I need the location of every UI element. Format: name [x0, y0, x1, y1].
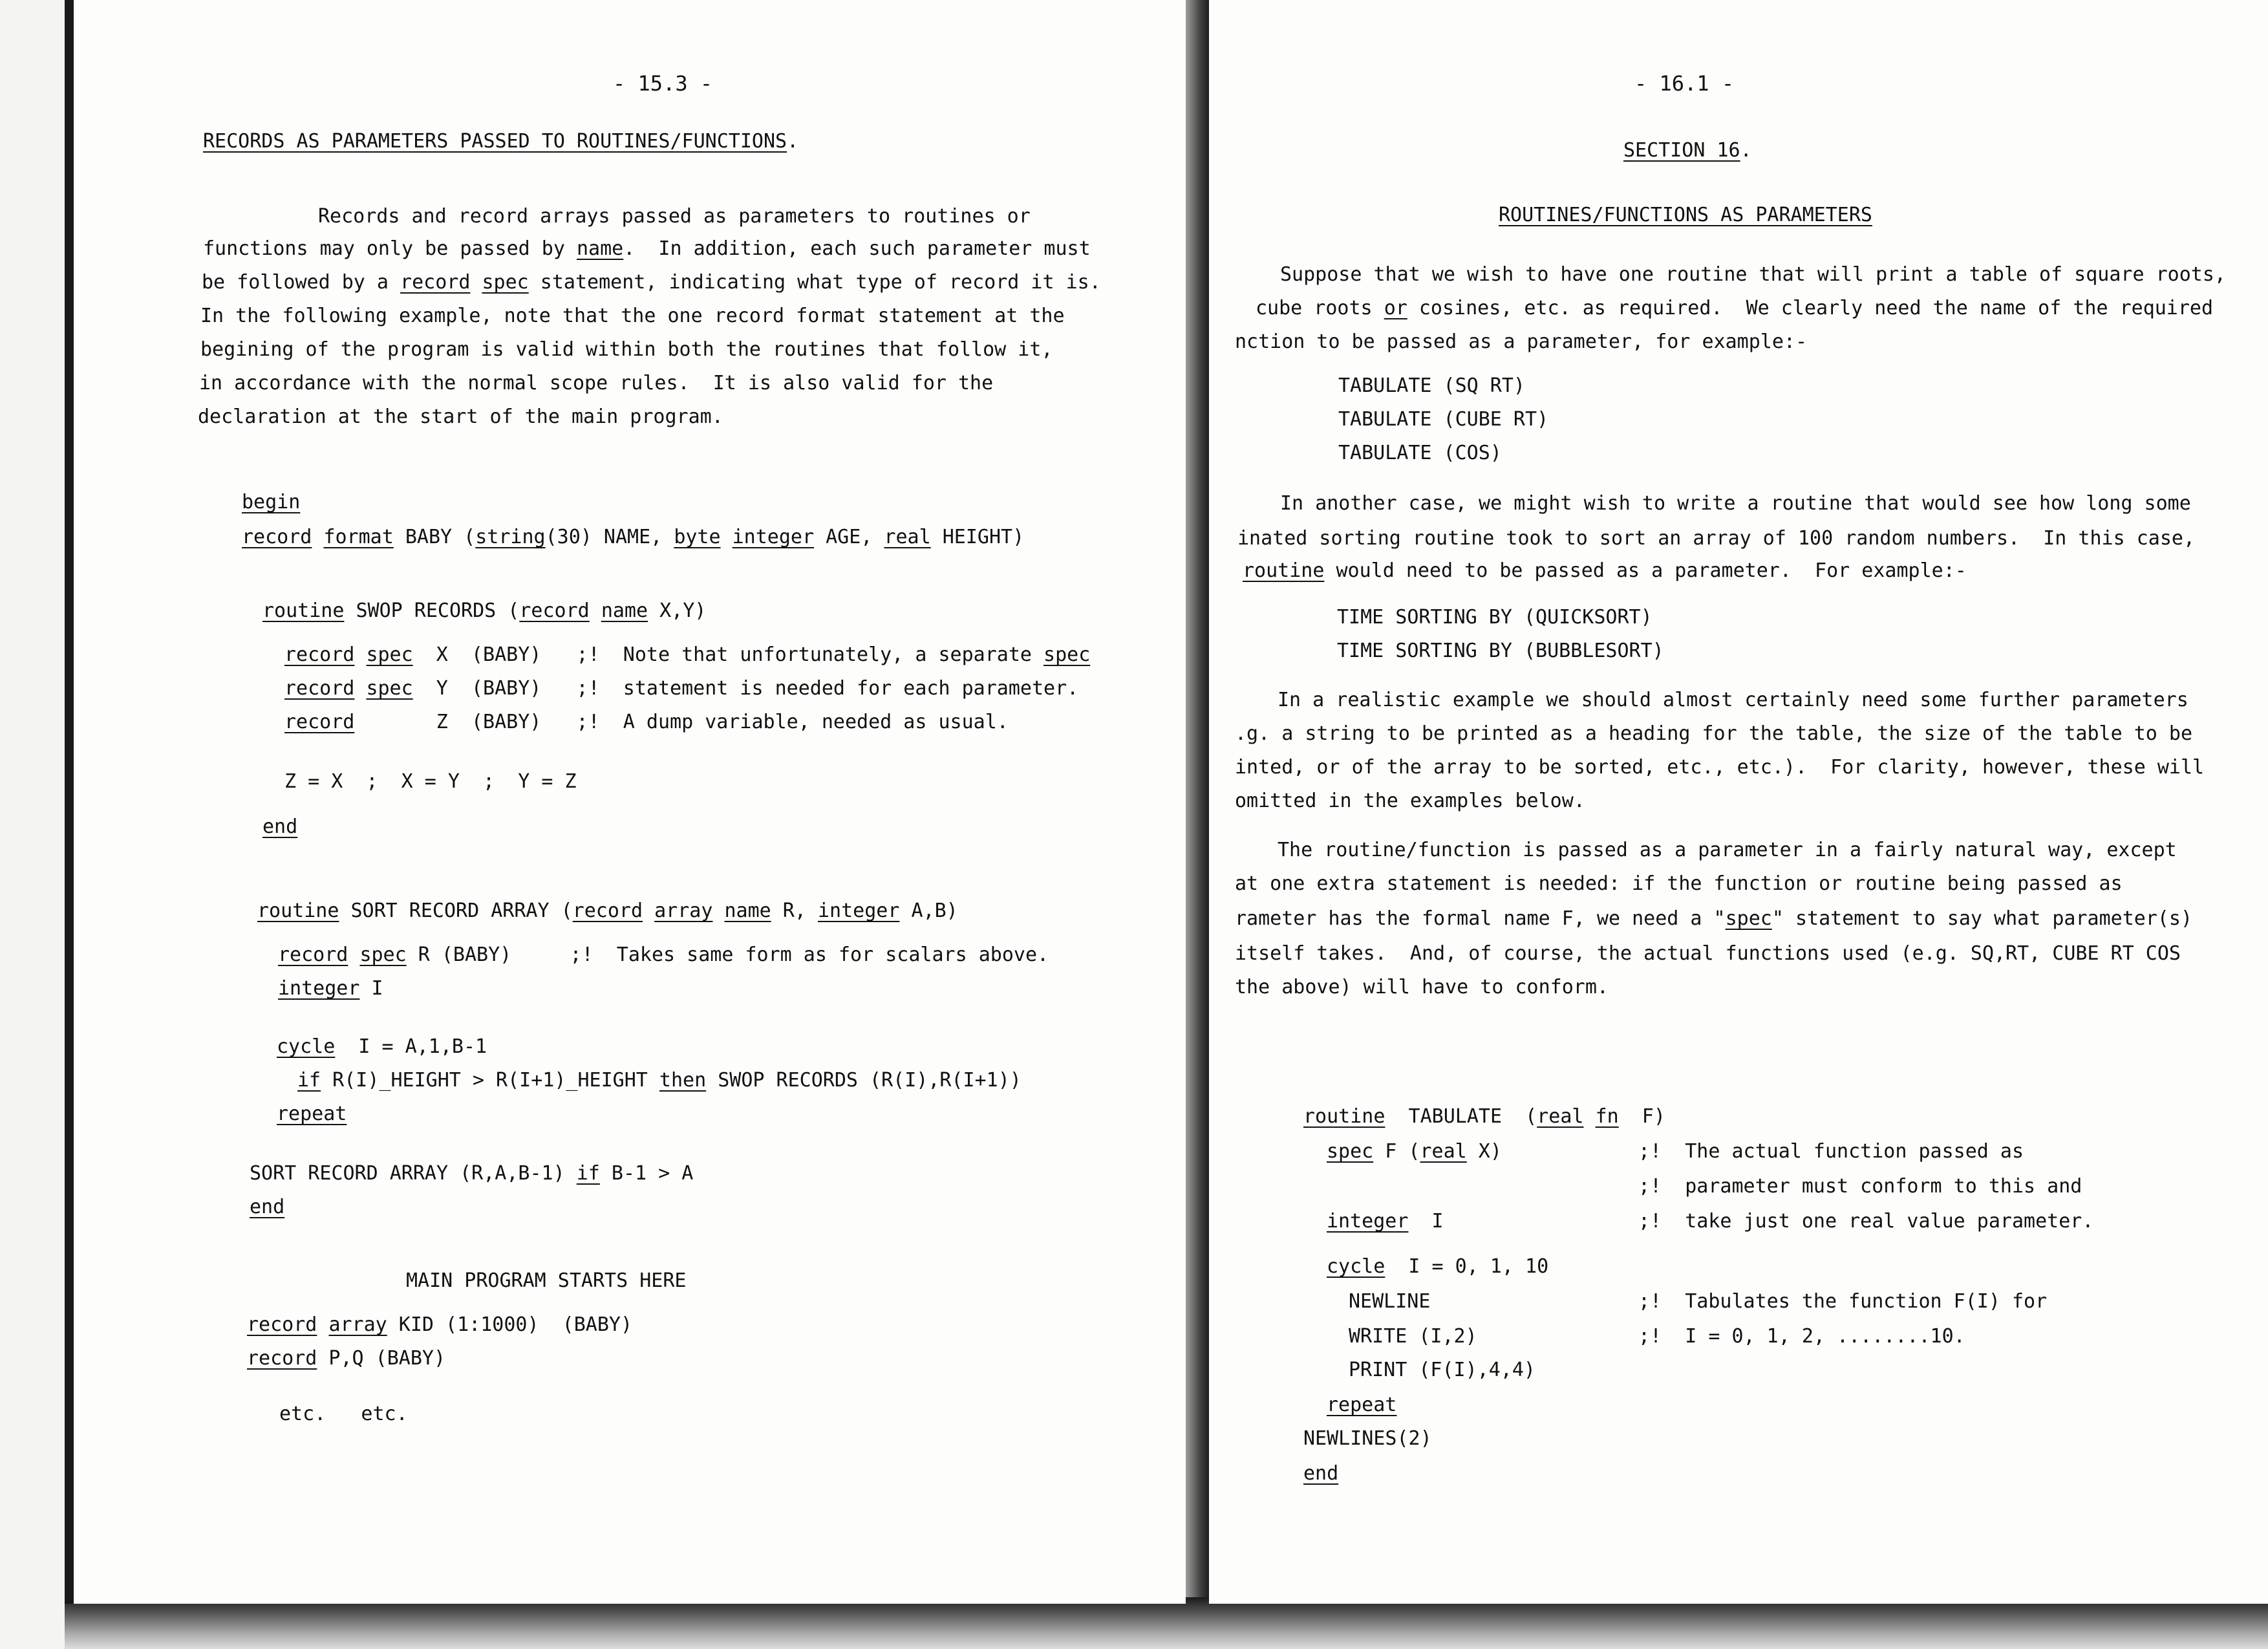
code-line: record Z (BABY) ;! A dump variable, needed as usual. [284, 711, 1009, 733]
code-comment: ;! I = 0, 1, 2, ........10. [1638, 1325, 1965, 1348]
code-comment: ;! Tabulates the function F(I) for [1638, 1290, 2048, 1313]
code-end: end [1303, 1462, 1339, 1485]
book-bottom-edge [65, 1597, 2268, 1649]
left-page: - 15.3 - RECORDS AS PARAMETERS PASSED TO ROUTINES/FUNCTIONS. Records and record arrays passed as parameters to routines or functions may only be passed by name. In addition, each such parameter must be followed by a record spec statement, indicating what type of record it is. In the following example, note that the one record format statement at the begining of the program is valid within both the routines that follow it, in accordance with the normal scope rules. It is also valid for the declaration at the start of the main program. begin record format BABY (string(30) NAME, byte integer AGE, real HEIGHT) routine SWOP RECORDS (record name X,Y) record spec X (BABY) ;! Note that unfortunately, a separate spec record spec Y (BABY) ;! statement is needed for each parameter. record Z (BABY) ;! A dump variable, needed as usual. Z = X ; X = Y ; Y = Z end routine SORT RECORD ARRAY (record array name R, integer A,B) record spec R (BABY) ;! Takes same form as for scalars above. integer I cycle I = A,1,B-1 if R(I)_HEIGHT > R(I+1)_HEIGHT then SWOP RECORDS (R(I),R(I+1)) repeat SORT RECORD ARRAY (R,A,B-1) if B-1 > A end MAIN PROGRAM STARTS HERE record array KID (1:1000) (BABY) record P,Q (BABY) etc. etc. [65, 0, 1186, 1604]
code-line: PRINT (F(I),4,4) [1349, 1359, 1535, 1381]
main-program-heading: MAIN PROGRAM STARTS HERE [406, 1269, 687, 1292]
code-line: integer I [1327, 1210, 1444, 1233]
section-heading: RECORDS AS PARAMETERS PASSED TO ROUTINES/FUNCTIONS. [203, 130, 799, 153]
code-comment: ;! The actual function passed as [1638, 1140, 2024, 1163]
code-etc: etc. etc. [279, 1403, 408, 1425]
code-begin: begin [242, 491, 301, 513]
code-line: record spec R (BABY) ;! Takes same form as for scalars above. [278, 943, 1049, 966]
code-end: end [250, 1196, 285, 1218]
code-line: SORT RECORD ARRAY (R,A,B-1) if B-1 > A [250, 1162, 694, 1185]
code-line: NEWLINES(2) [1303, 1427, 1432, 1450]
code-line: record array KID (1:1000) (BABY) [247, 1313, 633, 1336]
right-page: - 16.1 - SECTION 16. ROUTINES/FUNCTIONS AS PARAMETERS Suppose that we wish to have one routine that will print a table of square roots, cube roots or cosines, etc. as required. We clearly need the name of the required nction to be passed as a parameter, for example:- TABULATE (SQ RT) TABULATE (CUBE RT) TABULATE (COS) In another case, we might wish to write a routine that would see how long some inated sorting routine took to sort an array of 100 random numbers. In this case, routine would need to be passed as a parameter. For example:- TIME SORTING BY (QUICKSORT) TIME SORTING BY (BUBBLESORT) In a realistic example we should almost certainly need some further parameters .g. a string to be printed as a heading for the table, the size of the table to be inted, or of the array to be sorted, etc., etc.). For clarity, however, these will omitted in the examples below. The routine/function is passed as a parameter in a fairly natural way, except at one extra statement is needed: if the function or routine being passed as rameter has the formal name F, we need a "spec" statement to say what parameter(s) itself takes. And, of course, the actual functions used (e.g. SQ,RT, CUBE RT COS the above) will have to conform. routine TABULATE (real fn F) spec F (real X) ;! The actual function passed as ;! parameter must conform to this and integer I ;! take just one real value parameter. cycle I = 0, 1, 10 NEWLINE ;! Tabulates the function F(I) for WRITE (I,2) ;! I = 0, 1, 2, ........10. PRINT (F(I),4,4) repeat NEWLINES(2) end [1209, 0, 2268, 1604]
code-line: spec F (real X) [1327, 1140, 1502, 1163]
code-line: cycle I = 0, 1, 10 [1327, 1255, 1549, 1278]
code-comment: ;! parameter must conform to this and [1638, 1175, 2082, 1198]
page-number: - 16.1 - [1634, 71, 1735, 96]
code-line: Z = X ; X = Y ; Y = Z [284, 770, 577, 793]
code-routine-sort: routine SORT RECORD ARRAY (record array name R, integer A,B) [257, 900, 958, 922]
code-line: record spec Y (BABY) ;! statement is needed for each parameter. [284, 677, 1079, 700]
code-line: if R(I)_HEIGHT > R(I+1)_HEIGHT then SWOP RECORDS (R(I),R(I+1)) [297, 1069, 1022, 1092]
code-record-format: record format BABY (string(30) NAME, byte integer AGE, real HEIGHT) [242, 526, 1025, 548]
section-title: ROUTINES/FUNCTIONS AS PARAMETERS [1499, 204, 1872, 226]
code-comment: ;! take just one real value parameter. [1638, 1210, 2094, 1233]
code-line: cycle I = A,1,B-1 [277, 1035, 487, 1058]
code-end: end [262, 815, 298, 838]
page-number: - 15.3 - [613, 71, 713, 96]
code-line: NEWLINE [1349, 1290, 1431, 1313]
code-repeat: repeat [277, 1103, 347, 1125]
code-line: record P,Q (BABY) [247, 1347, 446, 1370]
section-number: SECTION 16. [1623, 139, 1752, 162]
code-line: WRITE (I,2) [1349, 1325, 1477, 1348]
code-line: record spec X (BABY) ;! Note that unfortunately, a separate spec [284, 643, 1091, 666]
code-routine-tabulate: routine TABULATE (real fn F) [1303, 1105, 1665, 1128]
code-line: integer I [278, 977, 383, 1000]
code-routine-swop: routine SWOP RECORDS (record name X,Y) [262, 599, 707, 622]
code-repeat: repeat [1327, 1394, 1397, 1416]
